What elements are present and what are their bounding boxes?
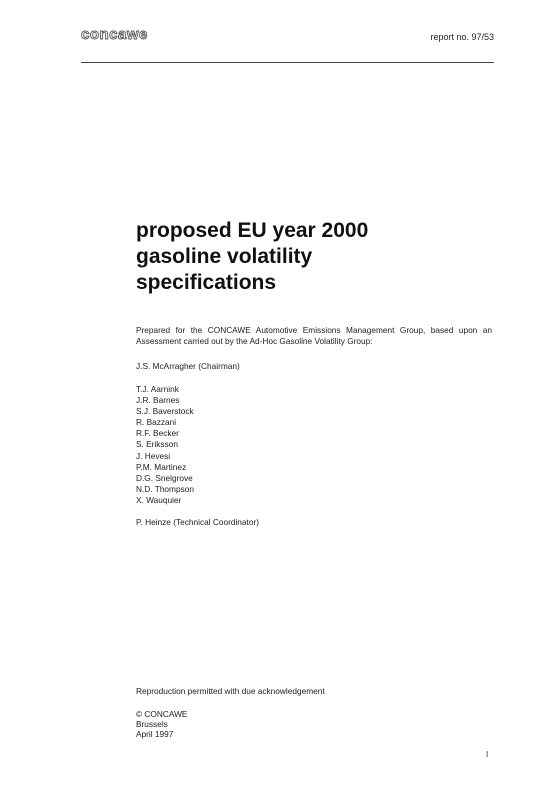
member-list (136, 384, 492, 506)
technical-coordinator: P. Heinze (Technical Coordinator) (136, 517, 259, 527)
concawe-logo: concawe (81, 26, 148, 43)
list-item: R.F. Becker (136, 428, 179, 439)
page-number: I (486, 750, 489, 759)
copyright-block (136, 709, 492, 739)
list-item: P.M. Martinez (136, 461, 187, 472)
report-number: report no. 97/53 (430, 32, 494, 42)
list-item: S.J. Baverstock (136, 406, 194, 417)
title-line: gasoline volatility (136, 245, 313, 268)
list-item: R. Bazzani (136, 417, 177, 428)
copyright-city: Brussels (136, 719, 168, 729)
copyright-date: April 1997 (136, 729, 174, 739)
copyright-owner: © CONCAWE (136, 709, 188, 719)
document-title (136, 218, 496, 296)
list-item: N.D. Thompson (136, 483, 194, 494)
list-item: J. Hevesi (136, 450, 171, 461)
list-item: T.J. Aarnink (136, 384, 179, 394)
title-line: specifications (136, 271, 277, 294)
header-divider (81, 62, 494, 63)
list-item: X. Wauquier (136, 494, 182, 505)
intro-paragraph: Prepared for the CONCAWE Automotive Emissions Management Group, based upon an Assessment carried out by the Ad-Hoc Gasoline Volatility Group: (136, 325, 492, 346)
chairman: J.S. McArragher (Chairman) (136, 361, 240, 371)
reproduction-notice: Reproduction permitted with due acknowledgement (136, 686, 325, 696)
list-item: D.G. Snelgrove (136, 472, 193, 483)
title-line: proposed EU year 2000 (136, 219, 369, 242)
list-item: S. Eriksson (136, 439, 178, 450)
list-item: J.R. Barnes (136, 395, 180, 406)
